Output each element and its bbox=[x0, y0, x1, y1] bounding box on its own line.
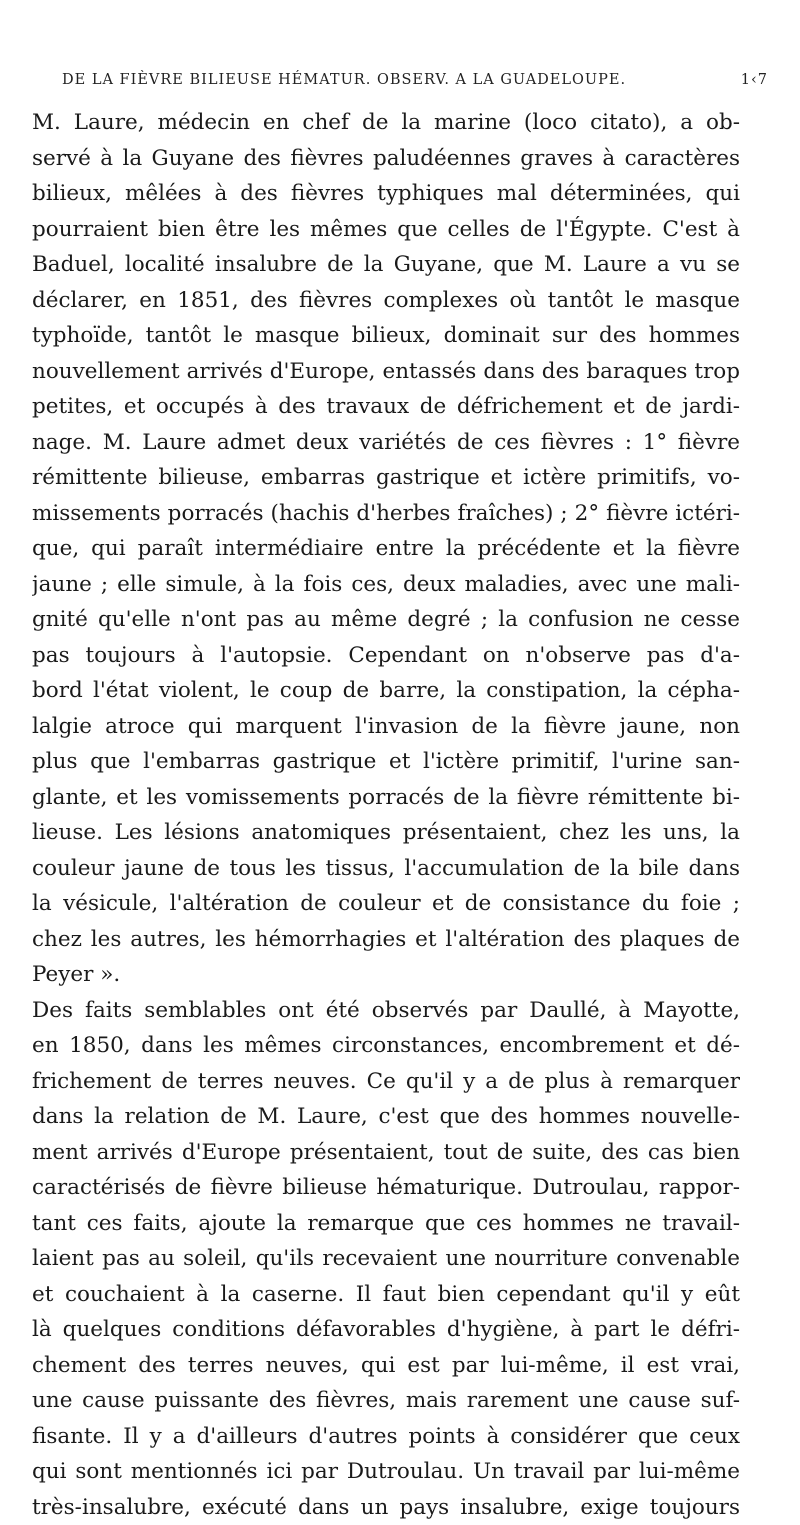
text-line: Baduel, localité insalubre de la Guyane, que M. Laure a vu se bbox=[32, 247, 740, 283]
text-line: laient pas au soleil, qu'ils recevaient une nourriture convenable bbox=[32, 1241, 740, 1277]
text-line: rémittente bilieuse, embarras gastrique et ictère primitifs, vo- bbox=[32, 460, 740, 496]
text-line: frichement de terres neuves. Ce qu'il y a de plus à remarquer bbox=[32, 1064, 740, 1100]
text-line: missements porracés (hachis d'herbes fraîches) ; 2° fièvre ictéri- bbox=[32, 496, 740, 532]
text-line: en 1850, dans les mêmes circonstances, encombrement et dé- bbox=[32, 1028, 740, 1064]
text-line: bilieux, mêlées à des fièvres typhiques mal déterminées, qui bbox=[32, 176, 740, 212]
text-line: déclarer, en 1851, des fièvres complexes où tantôt le masque bbox=[32, 283, 740, 319]
text-line: nage. M. Laure admet deux variétés de ces fièvres : 1° fièvre bbox=[32, 425, 740, 461]
paragraph-1 bbox=[32, 105, 740, 993]
page-number: 1‹7 bbox=[741, 72, 768, 88]
running-head-title: DE LA FIÈVRE BILIEUSE HÉMATUR. OBSERV. A LA GUADELOUPE. bbox=[62, 72, 626, 88]
text-line: chement des terres neuves, qui est par lui-même, il est vrai, bbox=[32, 1348, 740, 1384]
text-line: Des faits semblables ont été observés par Daullé, à Mayotte, bbox=[32, 993, 740, 1029]
body-text bbox=[32, 105, 740, 1525]
text-line: pourraient bien être les mêmes que celles de l'Égypte. C'est à bbox=[32, 212, 740, 248]
text-line: petites, et occupés à des travaux de défrichement et de jardi- bbox=[32, 389, 740, 425]
text-line: gnité qu'elle n'ont pas au même degré ; la confusion ne cesse bbox=[32, 602, 740, 638]
text-line: la vésicule, l'altération de couleur et de consistance du foie ; bbox=[32, 886, 740, 922]
running-head bbox=[62, 72, 768, 88]
text-line: très-insalubre, exécuté dans un pays insalubre, exige toujours bbox=[32, 1490, 740, 1525]
text-line: jaune ; elle simule, à la fois ces, deux maladies, avec une mali- bbox=[32, 567, 740, 603]
text-line: chez les autres, les hémorrhagies et l'altération des plaques de bbox=[32, 922, 740, 958]
text-line: là quelques conditions défavorables d'hygiène, à part le défri- bbox=[32, 1312, 740, 1348]
text-line: tant ces faits, ajoute la remarque que ces hommes ne travail- bbox=[32, 1206, 740, 1242]
text-line: nouvellement arrivés d'Europe, entassés dans des baraques trop bbox=[32, 354, 740, 390]
text-line: glante, et les vomissements porracés de la fièvre rémittente bi- bbox=[32, 780, 740, 816]
text-line: plus que l'embarras gastrique et l'ictère primitif, l'urine san- bbox=[32, 744, 740, 780]
paragraph-2 bbox=[32, 993, 740, 1525]
text-line: caractérisés de fièvre bilieuse hématurique. Dutroulau, rappor- bbox=[32, 1170, 740, 1206]
text-line: lalgie atroce qui marquent l'invasion de la fièvre jaune, non bbox=[32, 709, 740, 745]
text-line: et couchaient à la caserne. Il faut bien cependant qu'il y eût bbox=[32, 1277, 740, 1313]
text-line: ment arrivés d'Europe présentaient, tout de suite, des cas bien bbox=[32, 1135, 740, 1171]
text-line: fisante. Il y a d'ailleurs d'autres points à considérer que ceux bbox=[32, 1419, 740, 1455]
text-line: que, qui paraît intermédiaire entre la précédente et la fièvre bbox=[32, 531, 740, 567]
text-line: M. Laure, médecin en chef de la marine (loco citato), a ob- bbox=[32, 105, 740, 141]
text-line: couleur jaune de tous les tissus, l'accumulation de la bile dans bbox=[32, 851, 740, 887]
text-line: Peyer ». bbox=[32, 957, 740, 993]
text-line: lieuse. Les lésions anatomiques présentaient, chez les uns, la bbox=[32, 815, 740, 851]
text-line: qui sont mentionnés ici par Dutroulau. Un travail par lui-même bbox=[32, 1454, 740, 1490]
text-line: une cause puissante des fièvres, mais rarement une cause suf- bbox=[32, 1383, 740, 1419]
text-line: pas toujours à l'autopsie. Cependant on n'observe pas d'a- bbox=[32, 638, 740, 674]
text-line: typhoïde, tantôt le masque bilieux, dominait sur des hommes bbox=[32, 318, 740, 354]
text-line: servé à la Guyane des fièvres paludéennes graves à caractères bbox=[32, 141, 740, 177]
text-line: bord l'état violent, le coup de barre, la constipation, la cépha- bbox=[32, 673, 740, 709]
text-line: dans la relation de M. Laure, c'est que des hommes nouvelle- bbox=[32, 1099, 740, 1135]
